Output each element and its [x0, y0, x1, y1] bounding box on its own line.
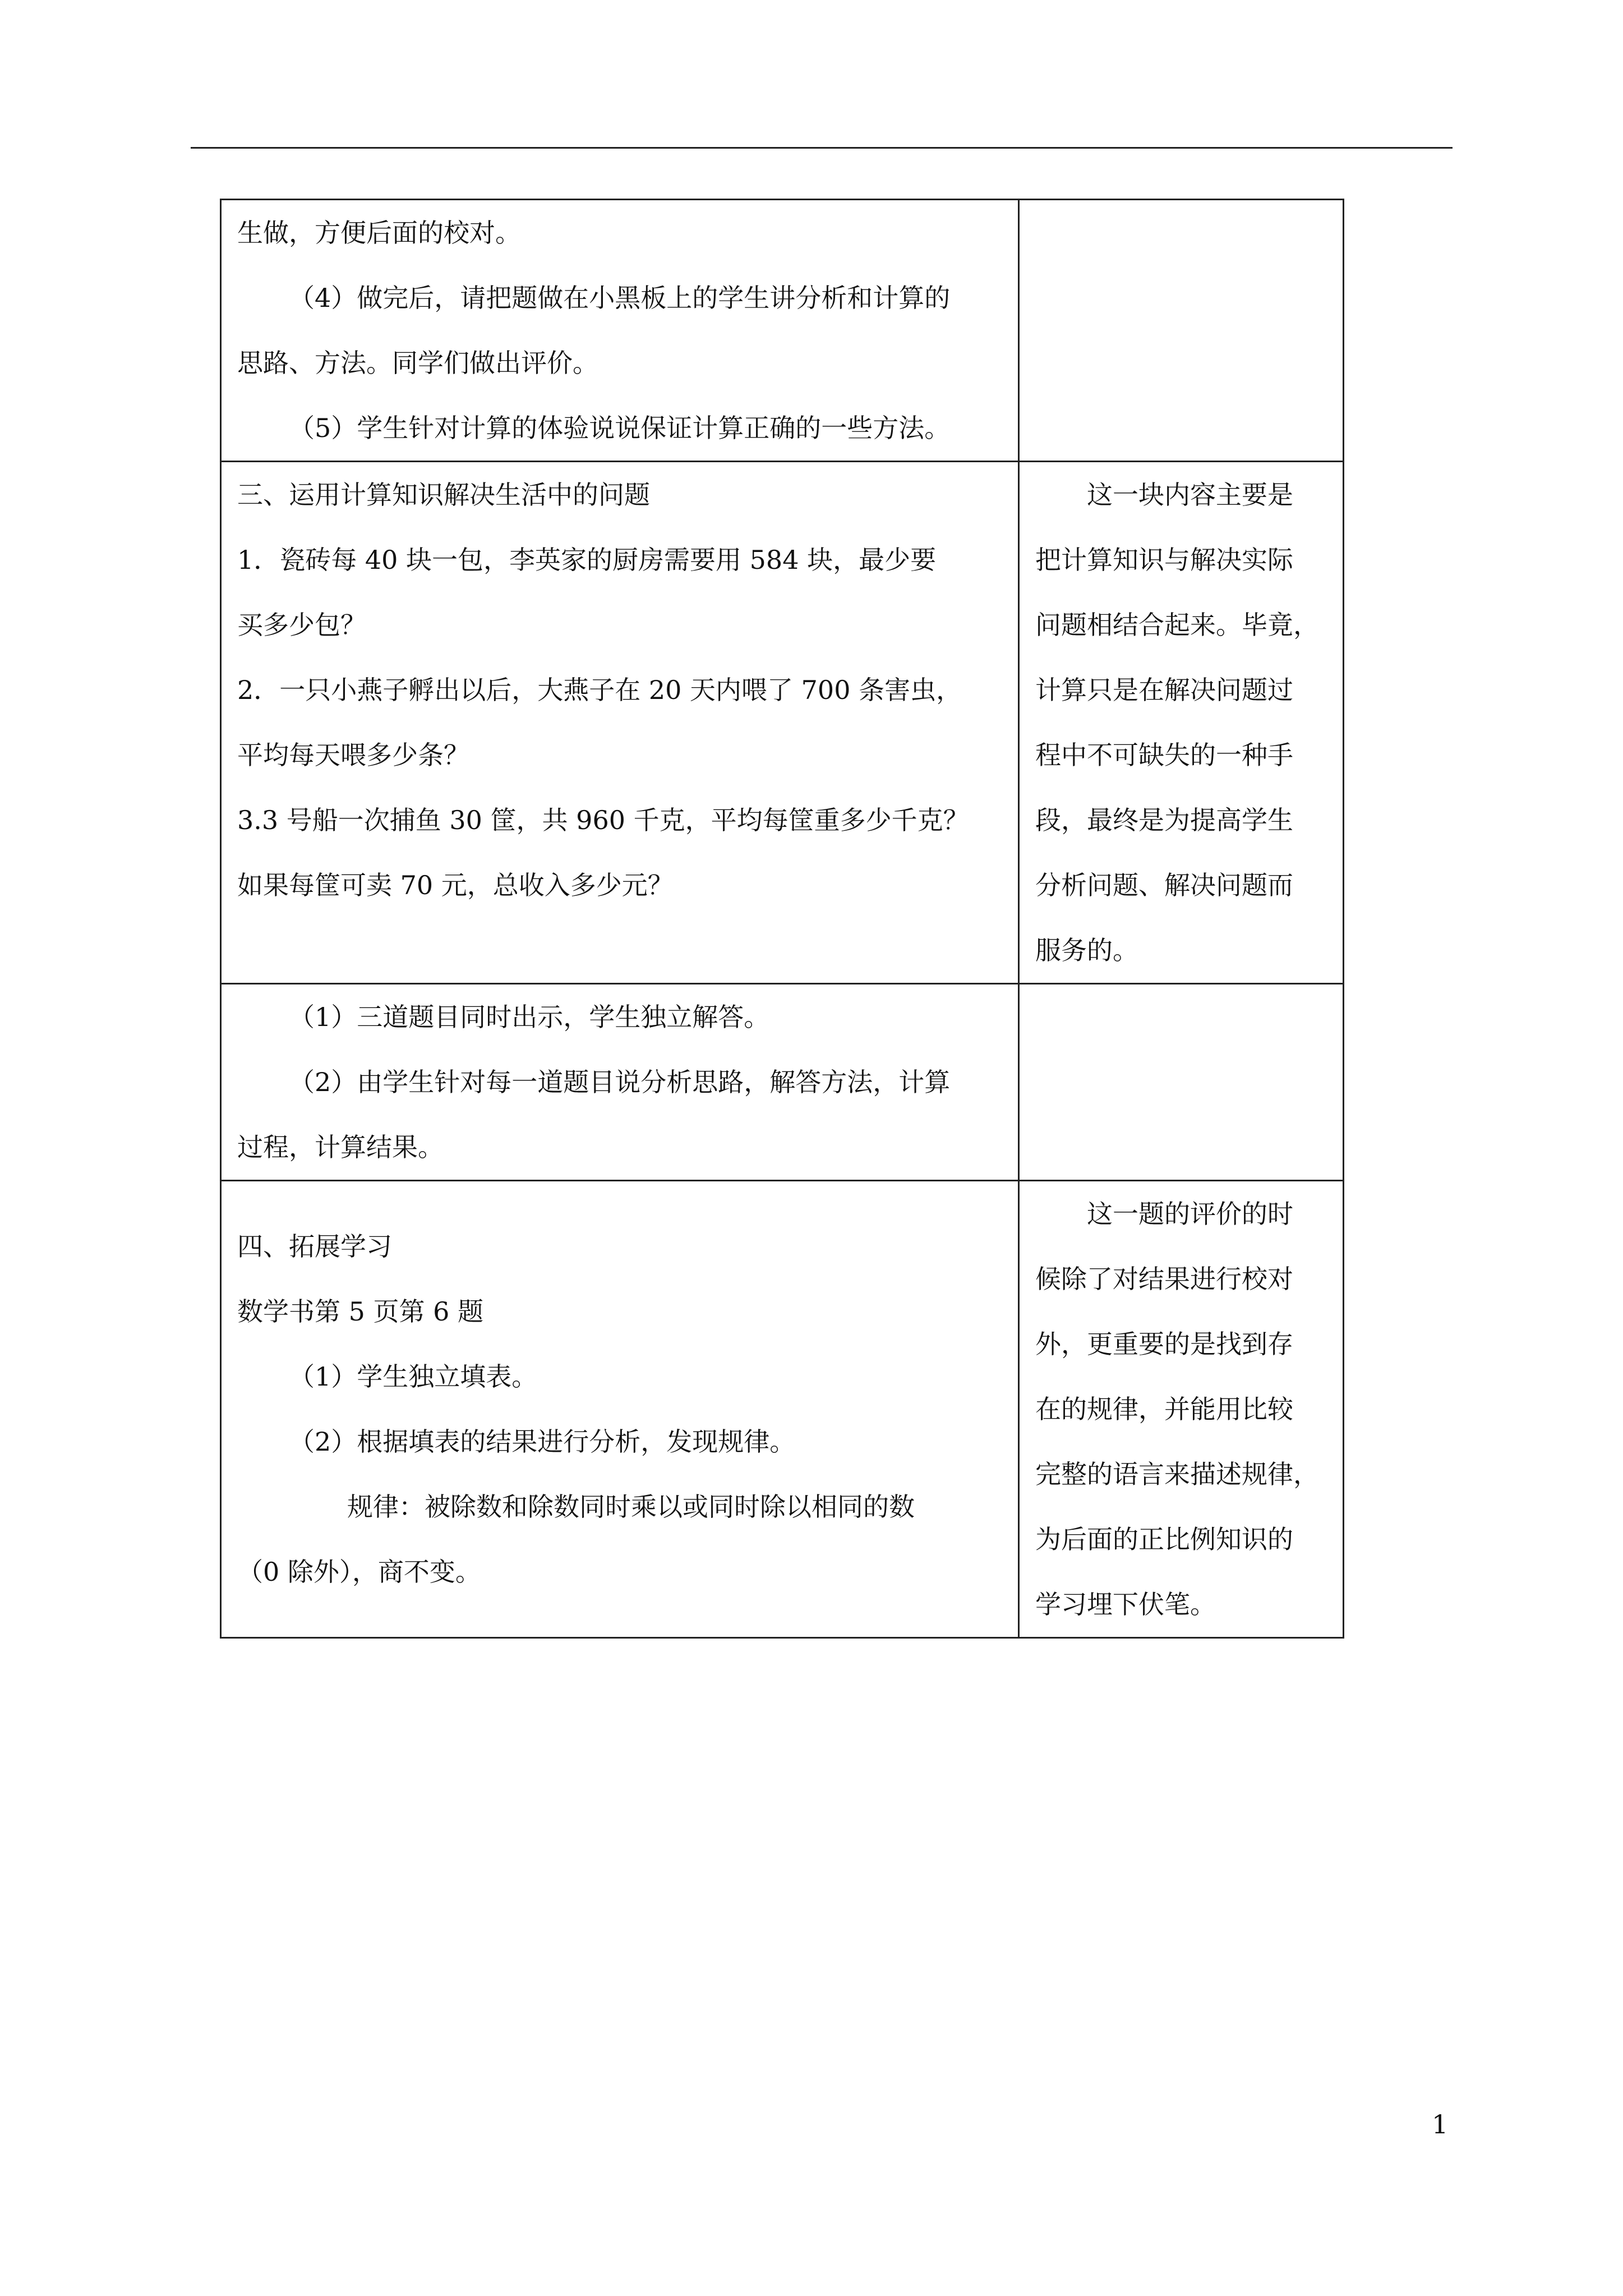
note-line: 候除了对结果进行校对	[1035, 1264, 1293, 1294]
text-line: 如果每筐可卖 70 元，总收入多少元？	[237, 870, 674, 900]
text-line: 2．一只小燕子孵出以后，大燕子在 20 天内喂了 700 条害虫，	[237, 675, 962, 705]
note-line: 学习埋下伏笔。	[1035, 1589, 1216, 1619]
note-line: 这一块内容主要是	[1087, 480, 1293, 510]
text-line: （2）由学生针对每一道题目说分析思路，解答方法，计算	[289, 1067, 951, 1097]
note-line: 这一题的评价的时	[1087, 1199, 1293, 1229]
process-cell	[221, 462, 1019, 984]
text-line: 平均每天喂多少条？	[237, 740, 469, 770]
section-heading: 三、运用计算知识解决生活中的问题	[237, 480, 650, 510]
table-row	[221, 984, 1344, 1181]
note-line: 服务的。	[1035, 935, 1138, 965]
process-cell	[221, 984, 1019, 1181]
note-line: 问题相结合起来。毕竟，	[1035, 610, 1319, 640]
page-number: 1	[1432, 2109, 1449, 2139]
note-cell	[1019, 200, 1344, 462]
lesson-plan-table	[220, 199, 1344, 1639]
text-line: （1）三道题目同时出示，学生独立解答。	[289, 1002, 770, 1032]
note-cell	[1019, 984, 1344, 1181]
text-line: （4）做完后，请把题做在小黑板上的学生讲分析和计算的	[289, 283, 951, 313]
header-rule	[191, 147, 1453, 149]
text-line: 买多少包？	[237, 610, 366, 640]
table-row	[221, 200, 1344, 462]
note-line: 分析问题、解决问题而	[1035, 870, 1293, 900]
note-line: 为后面的正比例知识的	[1035, 1524, 1293, 1554]
text-line: 思路、方法。同学们做出评价。	[237, 348, 598, 378]
text-line: （1）学生独立填表。	[289, 1361, 538, 1392]
note-line: 程中不可缺失的一种手	[1035, 740, 1293, 770]
process-cell	[221, 1181, 1019, 1638]
note-line: 把计算知识与解决实际	[1035, 545, 1293, 575]
note-line: 计算只是在解决问题过	[1035, 675, 1293, 705]
text-line: 过程，计算结果。	[237, 1132, 444, 1162]
table-row	[221, 1181, 1344, 1638]
process-cell	[221, 200, 1019, 462]
text-line: （5）学生针对计算的体验说说保证计算正确的一些方法。	[289, 413, 951, 443]
note-line: 在的规律，并能用比较	[1035, 1394, 1293, 1424]
text-line: 数学书第 5 页第 6 题	[237, 1296, 484, 1327]
note-line: 段，最终是为提高学生	[1035, 805, 1293, 835]
note-cell	[1019, 1181, 1344, 1638]
text-line: 1．瓷砖每 40 块一包，李英家的厨房需要用 584 块，最少要	[237, 545, 937, 575]
text-line: 生做，方便后面的校对。	[237, 218, 521, 248]
text-line: 规律：被除数和除数同时乘以或同时除以相同的数	[347, 1492, 915, 1522]
text-line: （2）根据填表的结果进行分析，发现规律。	[289, 1427, 796, 1457]
section-heading: 四、拓展学习	[237, 1231, 392, 1262]
table-row	[221, 462, 1344, 984]
note-line: 完整的语言来描述规律，	[1035, 1459, 1319, 1489]
note-line: 外，更重要的是找到存	[1035, 1329, 1293, 1359]
text-line: （0 除外），商不变。	[237, 1557, 481, 1587]
text-line: 3.3 号船一次捕鱼 30 筐，共 960 千克，平均每筐重多少千克？	[237, 805, 969, 835]
note-cell	[1019, 462, 1344, 984]
